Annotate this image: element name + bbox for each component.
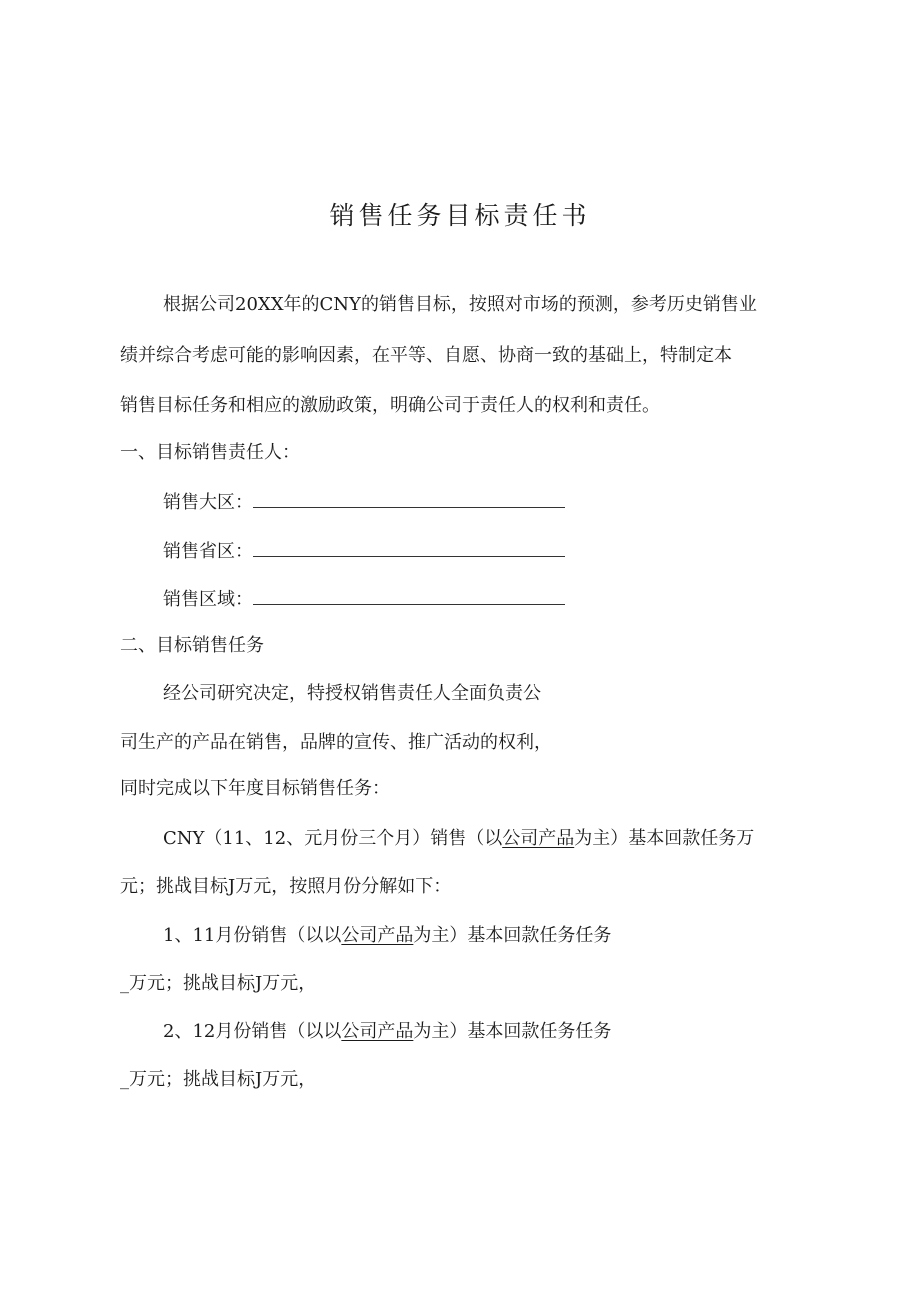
underlined-text: 公司产品 <box>341 925 414 946</box>
text-segment: 为主）基本回款任务任务 <box>413 1021 612 1042</box>
document-title: 销售任务目标责任书 <box>329 201 591 230</box>
section-2-heading: 二、目标销售任务 <box>120 635 264 656</box>
field-sales-area <box>163 586 565 612</box>
intro-line-3: 销售目标任务和相应的激励政策，明确公司于责任人的权利和责任。 <box>120 395 660 416</box>
field-label: 销售大区： <box>163 492 253 513</box>
monthly-item-1 <box>163 924 611 948</box>
cny-target-line-1 <box>163 827 754 851</box>
field-label: 销售省区： <box>163 541 253 562</box>
text-segment: CNY（11、12、元月份三个月）销售（以 <box>163 828 503 849</box>
field-label: 销售区域： <box>163 589 253 610</box>
field-sales-province <box>163 538 565 564</box>
underlined-text: 公司产品 <box>502 828 575 849</box>
task-paragraph-line-2: 司生产的产品在销售，品牌的宣传、推广活动的权利， <box>120 732 552 753</box>
text-segment: 1、11月份销售（以以 <box>163 925 342 946</box>
task-paragraph-line-1: 经公司研究决定，特授权销售责任人全面负责公 <box>163 683 541 704</box>
text-segment: 为主）基本回款任务任务 <box>413 925 612 946</box>
text-segment: 为主）基本回款任务万 <box>574 828 755 849</box>
intro-line-1: 根据公司20XX年的CNY的销售目标，按照对市场的预测，参考历史销售业 <box>163 294 757 315</box>
fill-in-blank[interactable] <box>253 538 565 557</box>
text-segment: 2、12月份销售（以以 <box>163 1021 342 1042</box>
task-paragraph-line-3: 同时完成以下年度目标销售任务： <box>120 778 390 799</box>
fill-in-blank[interactable] <box>253 586 565 605</box>
monthly-item-1-continuation: _万元；挑战目标J万元， <box>120 973 317 994</box>
intro-line-2: 绩并综合考虑可能的影响因素，在平等、自愿、协商一致的基础上，特制定本 <box>120 345 732 366</box>
monthly-item-2 <box>163 1020 611 1044</box>
fill-in-blank[interactable] <box>253 489 565 508</box>
underlined-text: 公司产品 <box>341 1021 414 1042</box>
monthly-item-2-continuation: _万元；挑战目标J万元， <box>120 1069 317 1090</box>
cny-target-line-2: 元；挑战目标J万元，按照月份分解如下： <box>120 876 452 897</box>
section-1-heading: 一、目标销售责任人： <box>120 442 300 463</box>
field-sales-region <box>163 489 565 515</box>
